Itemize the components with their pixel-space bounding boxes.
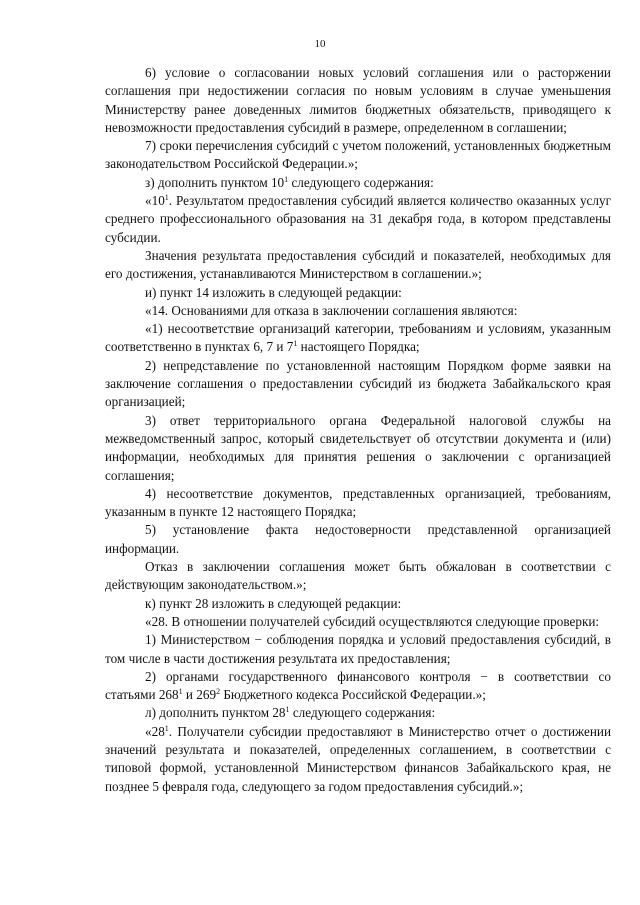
- paragraph: и) пункт 14 изложить в следующей редакции:: [145, 284, 402, 300]
- paragraph: л) дополнить пунктом $28^1$ следующего содержания:: [145, 705, 436, 721]
- paragraph: 4) несоответствие документов, представленных организацией, требованиям, указанным в пункте 12 настоящего Порядка;: [105, 485, 611, 520]
- paragraph: 5) установление факта недостоверности представленной организацией информации.: [105, 522, 611, 556]
- paragraph: 2) органами государственного финансового контроля − в соответствии со статьями $268^1$ и $269^2$ Бюджетного кодекса Российской Федерации.»;: [105, 668, 611, 703]
- paragraph: 2) непредставление по установленной настоящим Порядком форме заявки на заключение соглашения о предоставлении субсидий из бюджета Забайкальского края организацией;: [105, 357, 611, 410]
- paragraph: Значения результата предоставления субсидий и показателей, необходимых для его достижения, устанавливаются Министерством в соглашении.»;: [105, 247, 611, 282]
- paragraph: «$10^1$. Результатом предоставления субсидий является количество оказанных услуг среднего профессионального образования на 31 декабря года, в котором представлены субсидии.: [105, 193, 611, 245]
- paragraph: «$28^1$. Получатели субсидии предоставляют в Министерство отчет о достижении значений результата и показателей, определенных соглашением, в соответствии с типовой формой, установленной Министерством финансов Забайкальского края, не позднее 5 февраля года, следующего за годом предоставления субсидий.»;: [105, 723, 611, 794]
- paragraph: «28. В отношении получателей субсидий осуществляются следующие проверки:: [145, 613, 600, 629]
- paragraph: к) пункт 28 изложить в следующей редакции:: [145, 595, 402, 611]
- paragraph: з) дополнить пунктом $10^1$ следующего содержания:: [145, 174, 434, 190]
- document-body: [105, 64, 611, 796]
- paragraph: «1) несоответствие организаций категории, требованиям и условиям, указанным соответственно в пунктах 6, 7 и $7^1$ настоящего Порядка;: [105, 321, 611, 355]
- paragraph: Отказ в заключении соглашения может быть обжалован в соответствии с действующим законодательством.»;: [105, 559, 611, 593]
- paragraph: 1) Министерством − соблюдения порядка и условий предоставления субсидий, в том числе в части достижения результата их предоставления;: [105, 632, 611, 666]
- paragraph: 3) ответ территориального органа Федеральной налоговой службы на межведомственный запрос, который свидетельствует об отсутствии документа и (или) информации, необходимых для принятия решения о заключении с организацией соглашения;: [105, 412, 611, 483]
- paragraph: «14. Основаниями для отказа в заключении соглашения являются:: [145, 302, 518, 318]
- page-number: 10: [314, 38, 326, 50]
- paragraph: 6) условие о согласовании новых условий соглашения или о расторжении соглашения при недостижении согласия по новым условиям в случае уменьшения Министерству ранее доведенных лимитов бюджетных обязательств, приводящего к невозможности предоставления субсидий в размере, определенном в соглашении;: [105, 65, 611, 135]
- paragraph: 7) сроки перечисления субсидий с учетом положений, установленных бюджетным законодательством Российской Федерации.»;: [105, 138, 611, 172]
